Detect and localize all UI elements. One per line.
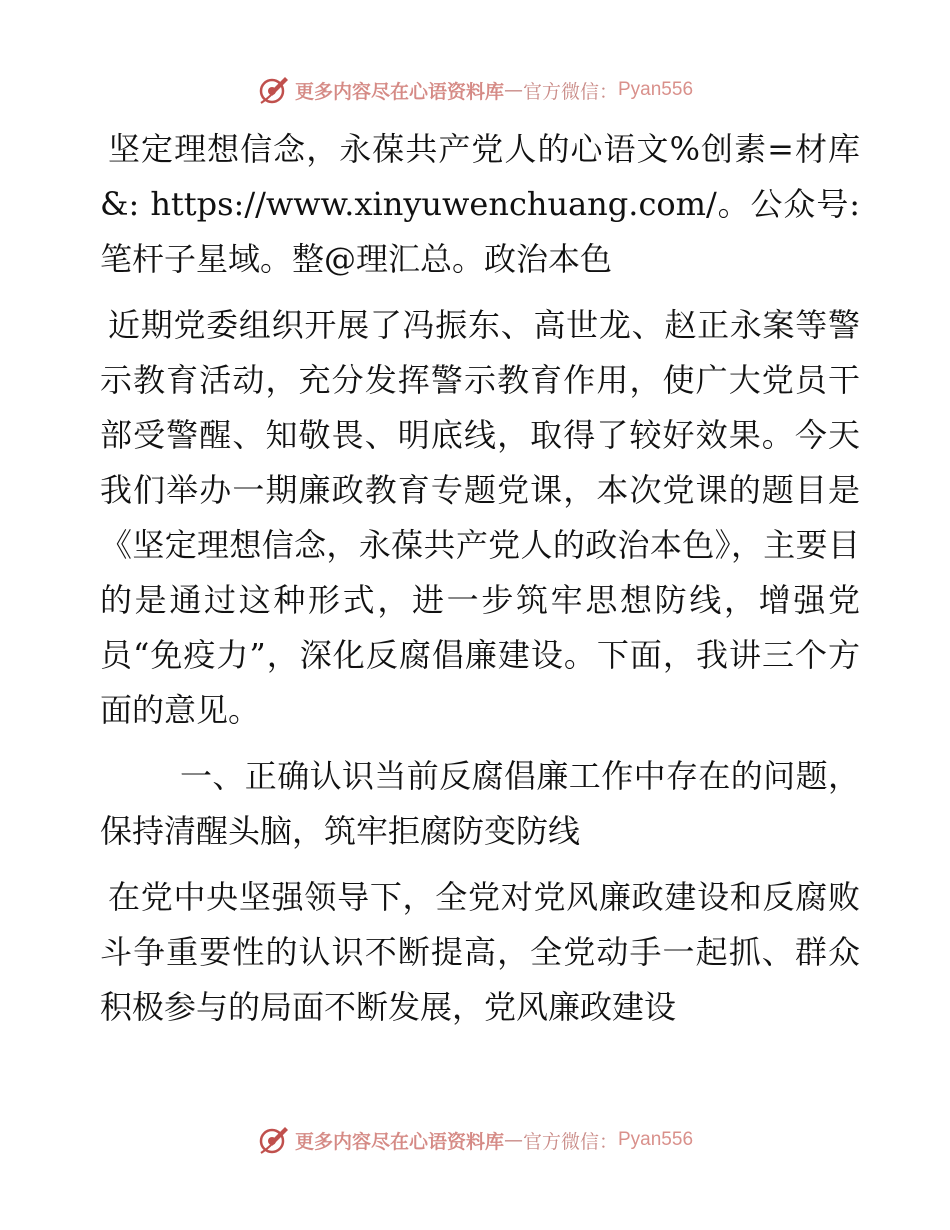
title-paragraph: 坚定理想信念，永葆共产党人的心语文%创素=材库&: https://www.xinyuwenchuang.com/。公众号: 笔杆子星域。整@理汇总。政治本色 bbox=[100, 130, 860, 278]
banner-wechat-label: 官方微信： bbox=[522, 1130, 618, 1153]
banner-separator: — bbox=[503, 1129, 523, 1151]
intro-paragraph: 近期党委组织开展了冯振东、高世龙、赵正永案等警示教育活动，充分发挥警示教育作用，使广大党员干部受警醒、知敬畏、明底线，取得了较好效果。今天我们举办一期廉政教育专题党课，本次党课的题目是《坚定理想信念，永葆共产党人的政治本色》，主要目的是通过这种形式，进一步筑牢思想防线，增强党员“免疫力”，深化反腐倡廉建设。下面，我讲三个方面的意见。 bbox=[100, 306, 860, 729]
banner-brand: 更多内容尽在心语资料库 bbox=[294, 80, 504, 103]
banner-wechat-label: 官方微信： bbox=[522, 80, 618, 103]
body-paragraph: 在党中央坚强领导下，全党对党风廉政建设和反腐败斗争重要性的认识不断提高，全党动手一起抓、群众积极参与的局面不断发展，党风廉政建设 bbox=[100, 878, 860, 1026]
banner-brand: 更多内容尽在心语资料库 bbox=[294, 1130, 504, 1153]
banner-separator: — bbox=[503, 79, 523, 101]
pen-logo-icon bbox=[257, 1123, 291, 1157]
header-watermark bbox=[0, 70, 950, 110]
banner-wechat-id: Pyan556 bbox=[618, 1129, 694, 1150]
banner-wechat-id: Pyan556 bbox=[618, 79, 694, 100]
document-body bbox=[100, 122, 860, 1046]
footer-watermark bbox=[0, 1120, 950, 1160]
pen-logo-icon bbox=[257, 73, 291, 107]
section-heading: 一、正确认识当前反腐倡廉工作中存在的问题，保持清醒头脑，筑牢拒腐防变防线 bbox=[100, 757, 860, 850]
